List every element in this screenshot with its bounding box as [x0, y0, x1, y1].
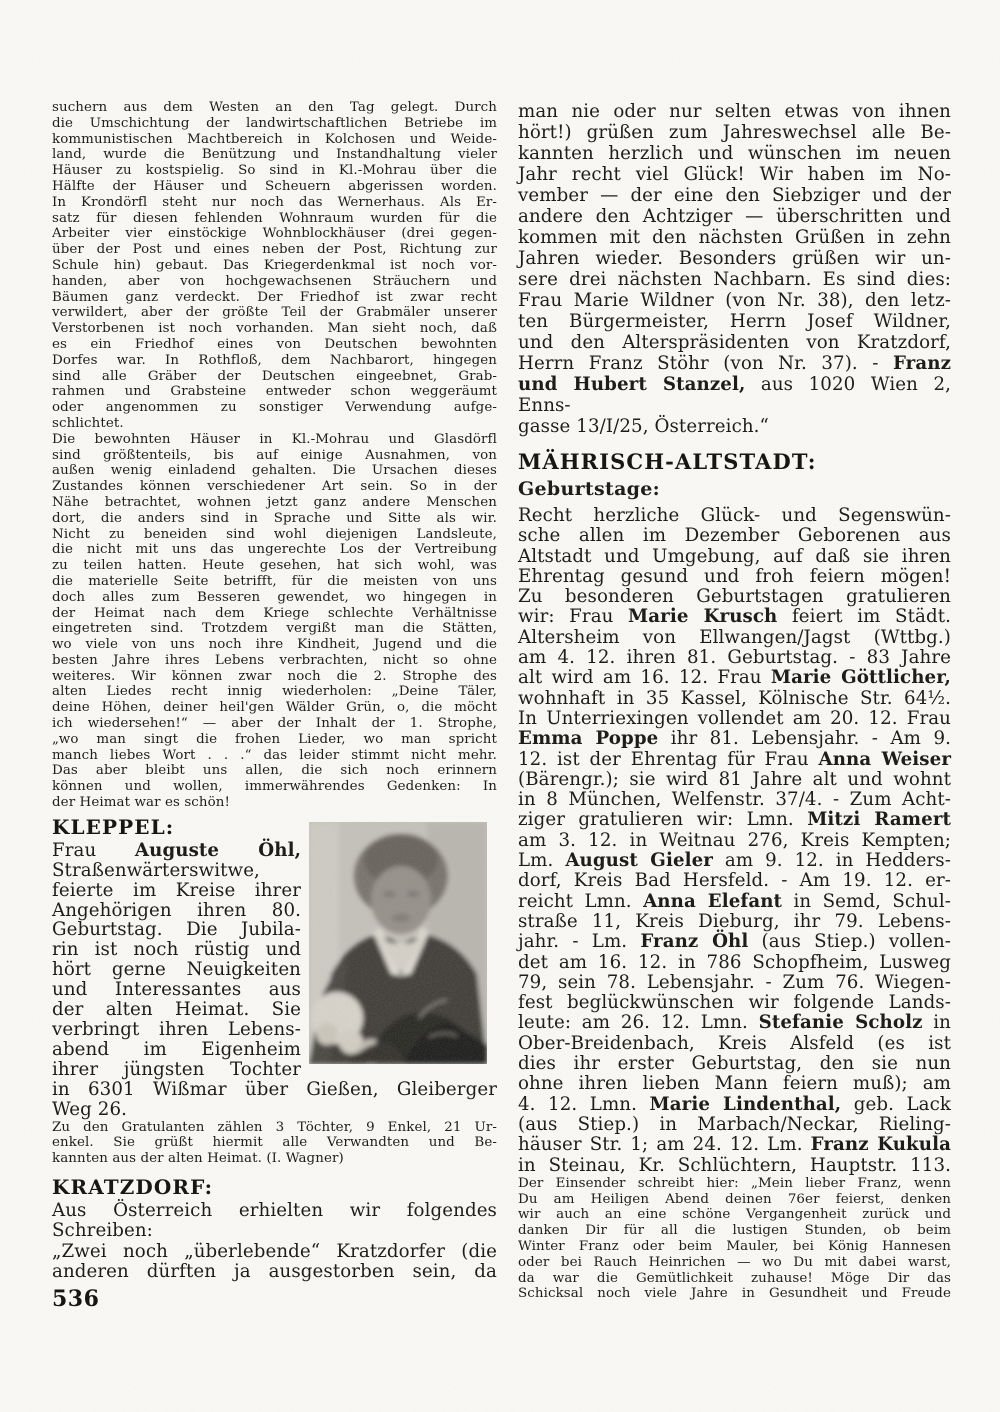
- text-line: reicht Lmn. Anna Elefant in Semd, Schul-: [518, 890, 951, 912]
- portrait-photo-illustration: [309, 822, 487, 1064]
- text-line: oder angenommen zu sonstiger Verwendung aufge-: [52, 400, 497, 416]
- text-line: doch alles zum Besseren gewendet, wo hingegen in: [52, 589, 497, 605]
- text-line: ich wiedersehen!“ — aber der Inhalt der 1. Strophe,: [52, 716, 497, 732]
- text-line: alt wird am 16. 12. Frau Marie Göttlicher,: [518, 667, 951, 689]
- text-line: manch liebes Wort . . .“ das leider stimmt nicht mehr.: [52, 747, 497, 763]
- text-line: (aus Stiep.) in Marbach/Neckar, Rieling-: [518, 1113, 951, 1135]
- text-line: leute: am 26. 12. Lmn. Stefanie Scholz in: [518, 1012, 951, 1034]
- maehrisch-altstadt-heading: MÄHRISCH-ALTSTADT:: [518, 449, 817, 474]
- text-line: und Interessantes aus: [52, 979, 301, 1001]
- text-line: deine Höhen, deiner heil'gen Wälder Grün, o, die möcht: [52, 700, 497, 716]
- text-line: sind alle Gräber der Deutschen eingeebnet, Grab-: [52, 368, 497, 384]
- text-line: und Hubert Stanzel, aus 1020 Wien 2, Enns-: [518, 374, 951, 416]
- text-line: Altstadt und Umgebung, auf daß sie ihren: [518, 545, 951, 567]
- geburtstage-subheading: Geburtstage:: [518, 478, 660, 500]
- text-line: Jahren wieder. Besonders grüßen wir un-: [518, 248, 951, 269]
- left-column: [52, 100, 497, 1283]
- text-line: verbringt ihren Lebens-: [52, 1019, 301, 1041]
- text-line: wir: Frau Marie Krusch feiert im Städt.: [518, 606, 951, 628]
- text-line: wir auch an eine schöne Vergangenheit zurück und: [518, 1207, 951, 1223]
- text-line: da war die Gemütlichkeit zuhause! Möge Dir das: [518, 1270, 951, 1286]
- text-line: Lm. August Gieler am 9. 12. in Hedders-: [518, 850, 951, 872]
- text-line: die Umschichtung der landwirtschaftlichen Betriebe im: [52, 115, 497, 131]
- kleppel-heading: KLEPPEL:: [52, 814, 175, 839]
- text-line: alten Liedes recht innig wiederholen: „Deine Täler,: [52, 684, 497, 700]
- text-line: gasse 13/I/25, Österreich.“: [518, 416, 769, 437]
- text-line: können und wollen, immerwährendes Gedenken: In: [52, 779, 497, 795]
- text-line: die nicht mit uns das ungerechte Los der Vertreibung: [52, 542, 497, 558]
- text-line: Emma Poppe ihr 81. Lebensjahr. - Am 9.: [518, 728, 951, 750]
- text-line: Aus Österreich erhielten wir folgendes: [52, 1199, 497, 1221]
- text-line: Schule hin) gebaut. Das Kriegerdenkmal ist noch vor-: [52, 257, 497, 273]
- text-line: über der Post und eines neben der Post, Richtung zur: [52, 242, 497, 258]
- text-line: schlichtet.: [52, 415, 124, 431]
- text-line: hört!) grüßen zum Jahreswechsel alle Be-: [518, 122, 951, 143]
- text-line: weiteres. Wir können zwar noch die 2. Strophe des: [52, 668, 497, 684]
- page-number: 536: [52, 1286, 100, 1312]
- text-line: straße 11, Kreis Dieburg, ihr 79. Lebens-: [518, 910, 951, 932]
- text-line: feierte im Kreise ihrer: [52, 879, 301, 901]
- text-line: 12. ist der Ehrentag für Frau Anna Weiser: [518, 748, 951, 770]
- text-line: Altersheim von Ellwangen/Jagst (Wttbg.): [518, 626, 951, 648]
- text-line: wohnhaft in 35 Kassel, Kölnische Str. 64½.: [518, 687, 951, 709]
- text-line: der Heimat nach dem Kriege schlechte Verhältnisse: [52, 605, 497, 621]
- text-line: oder bei Rauch Heinrichen — wo Du mit dabei warst,: [518, 1254, 951, 1270]
- text-line: det am 16. 12. in 786 Schopfheim, Lusweg: [518, 951, 951, 973]
- text-line: zu teilen hatten. Heute gesehen, hat sich wohl, was: [52, 558, 497, 574]
- text-line: ohne ihren lieben Mann feiern muß); am: [518, 1073, 951, 1095]
- text-line: rahmen und Grabsteine entweder schon weggeräumt: [52, 384, 497, 400]
- text-line: 79, sein 78. Lebensjahr. - Zum 76. Wiegen-: [518, 971, 951, 993]
- text-line: Jahr recht viel Glück! Wir haben im No-: [518, 164, 951, 185]
- text-line: verwildert, aber der größte Teil der Grabmäler unserer: [52, 305, 497, 321]
- right-column: [518, 101, 951, 1302]
- text-line: am 3. 12. in Weitnau 276, Kreis Kempten;: [518, 829, 951, 851]
- text-line: besten Jahre ihres Lebens verbrachten, nicht so ohne: [52, 652, 497, 668]
- text-line: Zustandes können verschiedener Art sein. So in der: [52, 479, 497, 495]
- text-line: sche allen im Dezember Geborenen aus: [518, 525, 951, 547]
- text-line: anderen dürften ja ausgestorben sein, da: [52, 1261, 497, 1283]
- text-line: es ein Friedhof eines von Deutschen bewohnten: [52, 336, 497, 352]
- text-line: land, wurde die Benützung und Instandhaltung vieler: [52, 147, 497, 163]
- text-line: Zu besonderen Geburtstagen gratulieren: [518, 586, 951, 608]
- text-line: und den Alterspräsidenten von Kratzdorf,: [518, 332, 951, 353]
- text-line: häuser Str. 1; am 24. 12. Lm. Franz Kukula: [518, 1134, 951, 1156]
- text-line: Schreiben:: [52, 1220, 153, 1242]
- text-line: Geburtstag. Die Jubila-: [52, 919, 301, 941]
- text-line: Schicksal noch viele Jahre in Gesundheit und Freude: [518, 1286, 951, 1302]
- text-line: 4. 12. Lmn. Marie Lindenthal, geb. Lack: [518, 1093, 951, 1115]
- text-line: fest beglückwünschen wir folgende Lands-: [518, 992, 951, 1014]
- text-line: vember — der eine den Siebziger und der: [518, 185, 951, 206]
- text-line: Verstorbenen ist noch vorhanden. Man sieht noch, daß: [52, 321, 497, 337]
- text-line: in 8 München, Welfenstr. 37/4. - Zum Acht-: [518, 789, 951, 811]
- text-line: Häuser zu kostspielig. So sind in Kl.-Mohrau über die: [52, 163, 497, 179]
- text-line: abend im Eigenheim: [52, 1038, 301, 1060]
- text-line: ihrer jüngsten Tochter: [52, 1058, 301, 1080]
- text-line: kommunistischen Machtbereich in Kolchosen und Weide-: [52, 131, 497, 147]
- text-line: kannten herzlich und wünschen im neuen: [518, 143, 951, 164]
- text-line: satz für diesen fehlenden Wohnraum wurden für die: [52, 210, 497, 226]
- text-line: handen, aber von hochgewachsenen Sträuchern und: [52, 273, 497, 289]
- text-line: Zu den Gratulanten zählen 3 Töchter, 9 Enkel, 21 Ur-: [52, 1119, 497, 1135]
- text-line: man nie oder nur selten etwas von ihnen: [518, 101, 951, 122]
- text-line: am 4. 12. ihren 81. Geburtstag. - 83 Jahre: [518, 647, 951, 669]
- text-line: Herrn Franz Stöhr (von Nr. 37). - Franz: [518, 353, 951, 374]
- text-line: Winter Franz oder beim Mauler, bei König Hannesen: [518, 1238, 951, 1254]
- kratzdorf-paragraph: [52, 1201, 497, 1283]
- text-line: in 6301 Wißmar über Gießen, Gleiberger: [52, 1078, 497, 1100]
- intro-paragraph-2: [52, 432, 497, 811]
- text-line: Nähe betrachtet, wohnen jetzt ganz andere Menschen: [52, 494, 497, 510]
- geburtstage-paragraph: [518, 506, 951, 1176]
- text-line: In Krondörfl steht nur noch das Wernerhaus. Als Er-: [52, 194, 497, 210]
- text-line: Der Einsender schreibt hier: „Mein lieber Franz, wenn: [518, 1175, 951, 1191]
- intro-paragraph-1: [52, 100, 497, 432]
- text-line: andere den Achtziger — überschritten und: [518, 206, 951, 227]
- text-line: sind größtenteils, bis auf einige Ausnahmen, von: [52, 447, 497, 463]
- text-line: in Steinau, Kr. Schlüchtern, Hauptstr. 113.: [518, 1154, 951, 1176]
- text-line: der alten Heimat. Sie: [52, 999, 301, 1021]
- text-line: hört gerne Neuigkeiten: [52, 959, 301, 981]
- text-line: Frau Auguste Öhl,: [52, 839, 302, 861]
- text-line: enkel. Sie grüßt hiermit alle Verwandten und Be-: [52, 1135, 497, 1151]
- text-line: Dorfes war. In Rothfloß, dem Nachbarort, hingegen: [52, 352, 497, 368]
- text-line: Ehrentag gesund und froh feiern mögen!: [518, 565, 951, 587]
- text-line: (Bärengr.); sie wird 81 Jahre alt und wohnt: [518, 768, 951, 790]
- kratzdorf-heading: KRATZDORF:: [52, 1174, 214, 1199]
- text-line: Angehörigen ihren 80.: [52, 899, 301, 921]
- text-line: Weg 26.: [52, 1098, 128, 1120]
- text-line: Arbeiter vier einstöckige Wohnblockhäuser (drei gegen-: [52, 226, 497, 242]
- text-line: außen wenig einladend gehalten. Die Ursachen dieses: [52, 463, 497, 479]
- text-line: suchern aus dem Westen an den Tag gelegt. Durch: [52, 100, 497, 115]
- text-line: kommen mit den nächsten Grüßen in zehn: [518, 227, 951, 248]
- text-line: eingetreten sind. Trotzdem vergißt man die Stätten,: [52, 621, 497, 637]
- text-line: „wo man singt die frohen Lieder, wo man spricht: [52, 731, 497, 747]
- kleppel-paragraph: [52, 841, 497, 1120]
- text-line: dort, die anders sind in Sprache und Sitte als wir.: [52, 510, 497, 526]
- text-line: Nicht zu beneiden sind wohl diejenigen Landsleute,: [52, 526, 497, 542]
- text-line: rin ist noch rüstig und: [52, 939, 301, 961]
- text-line: sere drei nächsten Nachbarn. Es sind dies:: [518, 269, 951, 290]
- continuation-paragraph: [518, 101, 951, 437]
- text-line: Ober-Breidenbach, Kreis Alsfeld (es ist: [518, 1032, 951, 1054]
- text-line: Frau Marie Wildner (von Nr. 38), den letz-: [518, 290, 951, 311]
- text-line: jahr. - Lm. Franz Öhl (aus Stiep.) vollen-: [518, 931, 952, 953]
- text-line: danken Dir für all die lustigen Stunden, ob beim: [518, 1223, 951, 1239]
- portrait-photo: [309, 822, 487, 1064]
- text-line: Recht herzliche Glück- und Segenswün-: [518, 505, 951, 526]
- text-line: dorf, Kreis Bad Hersfeld. - Am 19. 12. er-: [518, 870, 951, 892]
- text-line: Straßenwärterswitwe,: [52, 859, 260, 881]
- text-line: „Zwei noch „überlebende“ Kratzdorfer (die: [52, 1240, 497, 1262]
- text-line: wo viele von uns noch ihre Kindheit, Jugend und die: [52, 637, 497, 653]
- text-line: Die bewohnten Häuser in Kl.-Mohrau und Glasdörfl: [52, 431, 497, 447]
- einsender-note: [518, 1176, 951, 1302]
- text-line: ziger gratulieren wir: Lmn. Mitzi Ramert: [518, 809, 952, 831]
- text-line: Du am Heiligen Abend deinen 76er feierst, denken: [518, 1191, 951, 1207]
- text-line: Bäumen ganz verdeckt. Der Friedhof ist zwar recht: [52, 289, 497, 305]
- text-line: Das aber bleibt uns allen, die sich noch erinnern: [52, 763, 497, 779]
- text-line: dies ihr erster Geburtstag, den sie nun: [518, 1053, 951, 1075]
- kleppel-note: [52, 1120, 497, 1167]
- text-line: In Unterriexingen vollendet am 20. 12. Frau: [518, 707, 951, 729]
- text-line: der Heimat war es schön!: [52, 795, 230, 811]
- text-line: die materielle Seite betrifft, für die meisten von uns: [52, 573, 497, 589]
- text-line: kannten aus der alten Heimat. (I. Wagner): [52, 1151, 344, 1167]
- text-line: Hälfte der Häuser und Scheuern abgerissen worden.: [52, 178, 497, 194]
- text-line: ten Bürgermeister, Herrn Josef Wildner,: [518, 311, 951, 332]
